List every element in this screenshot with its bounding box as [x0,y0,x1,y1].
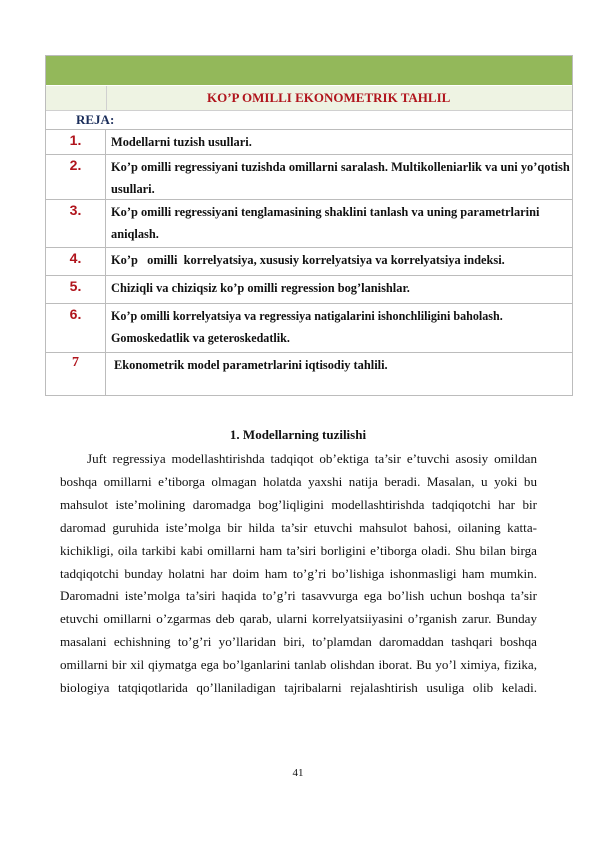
body-paragraph [60,448,537,700]
plan-item-number: 6. [46,304,106,352]
plan-item-1 [46,130,572,155]
plan-item-number: 7 [46,353,106,395]
paragraph-text: Juft regressiya modellashtirishda tadqiqot ob’ektiga ta’sir e’tuvchi asosiy omildan boshqa omillarni e’tiborga olmagan holatda yaxshi natija beradi. Masalan, u yoki bu mahsulot iste’molining daromadga bog’liqligini modellashtirishda tadqiqotchi har bir daromad guruhida iste’molga bir hilda ta’sir etuvchi mahsulot bahosi, oilaning katta-kichikligi, oila tarkibi kabi omillarni ham ta’siri borligini e’tiborga oladi. Shu bilan birga tadqiqotchi bunday holatni har doim ham to’g’ri bo’lishiga ishonmasligi ham mumkin. Daromadni iste’molga ta’siri haqida to’g’ri tasavvurga ega bo’lish uchun boshqa ta’sir etuvchi omillarni o’zgarmas deb qarab, ularni korrelyatsiiyasini o’rganish zarur. Bunday masalani echishning to’g’ri yo’llaridan biri, to’plamdan daromaddan tashqari boshqa omillarni bir xil qiymatga ega bo’lganlarini tanlab olishdan iborat. Bu yo’l ximiya, fizika, biologiya tatqiqotlarida qo’llaniladigan tajribalarni rejalashtirish usuliga olib keladi. [60,451,537,696]
section-heading: 1. Modellarning tuzilishi [229,427,367,442]
plan-item-text: Modellarni tuzish usullari. [111,135,252,149]
plan-item-text: Ekonometrik model parametrlarini iqtisodiy tahlili. [114,358,388,372]
plan-item-3 [46,200,572,248]
title-left-cell [46,86,107,110]
page-number: 41 [292,767,304,779]
header-bar [46,56,572,86]
plan-item-text: Chiziqli va chiziqsiz ko’p omilli regression bog’lanishlar. [111,281,410,295]
plan-item-6 [46,304,572,353]
plan-item-number: 5. [46,276,106,303]
plan-item-2 [46,155,572,200]
plan-item-number: 1. [46,130,106,154]
plan-item-4 [46,248,572,276]
plan-item-text: Ko’p omilli korrelyatsiya va regressiya natigalarini ishonchliligini baholash. Gomoskedatlik va geteroskedatlik. [111,309,503,345]
plan-item-text: Ko’p omilli regressiyani tenglamasining shaklini tanlash va uning parametrlarini aniqlash. [111,205,540,241]
plan-item-text: Ko’p omilli regressiyani tuzishda omillarni saralash. Multikolleniarlik va uni yo’qotish usullari. [111,160,570,196]
plan-item-7 [46,353,572,395]
title-row [46,86,572,111]
reja-label: REJA: [46,111,572,130]
plan-item-number: 2. [46,155,106,199]
plan-item-text: Ko’p omilli korrelyatsiya, xususiy korrelyatsiya va korrelyatsiya indeksi. [111,253,505,267]
plan-item-number: 3. [46,200,106,247]
plan-table [45,55,573,396]
plan-item-5 [46,276,572,304]
plan-title: KO’P OMILLI EKONOMETRIK TAHLIL [207,90,451,105]
plan-item-number: 4. [46,248,106,275]
